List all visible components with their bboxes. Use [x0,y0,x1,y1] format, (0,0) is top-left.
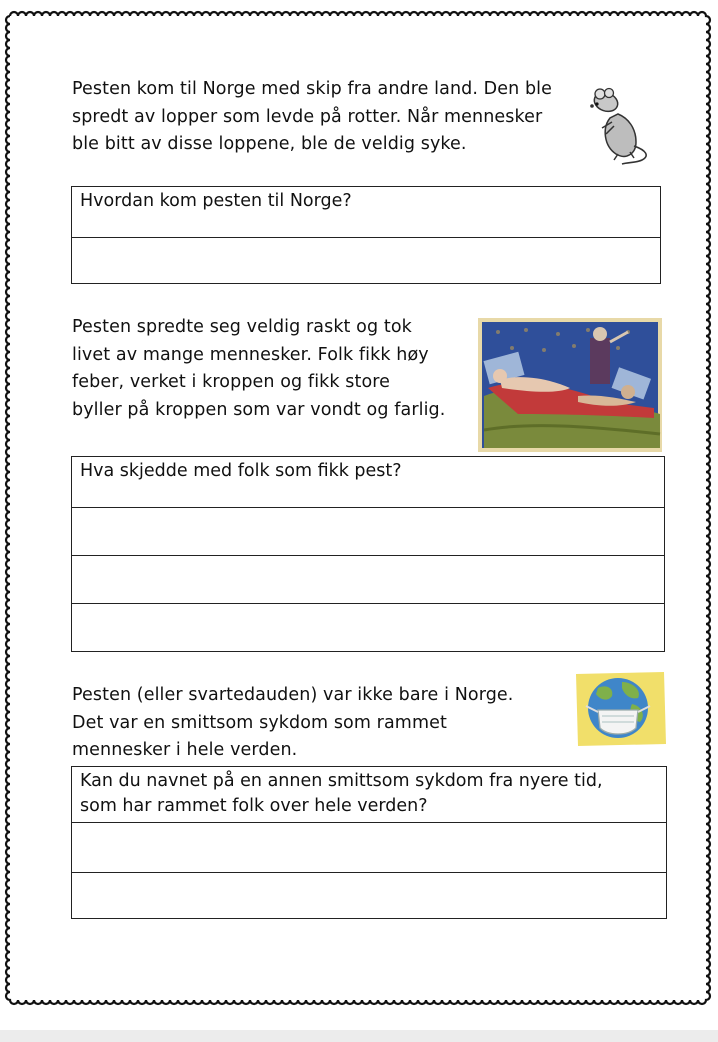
answer-line[interactable] [72,872,666,918]
answer-line[interactable] [72,555,664,603]
paragraph-line: livet av mange mennesker. Folk fikk høy [72,344,429,365]
question-row [72,767,666,822]
question-row [72,187,660,237]
intro-paragraph-2 [72,314,445,424]
medieval-plague-painting [478,318,662,452]
question-row [72,457,664,507]
answer-line[interactable] [72,507,664,555]
question-text: som har rammet folk over hele verden? [80,796,428,816]
question-text: Hva skjedde med folk som fikk pest? [80,461,402,481]
paragraph-line: spredt av lopper som levde på rotter. Når mennesker [72,106,543,127]
answer-line[interactable] [72,237,660,283]
answer-line[interactable] [72,603,664,651]
paragraph-line: Pesten (eller svartedauden) var ikke bare i Norge. [72,685,514,705]
intro-paragraph-3 [72,682,513,765]
intro-paragraph-1 [72,76,552,159]
paragraph-line: ble bitt av disse loppene, ble de veldig syke. [72,134,467,154]
page-bottom-edge [0,1030,718,1042]
paragraph-line: mennesker i hele verden. [72,740,298,760]
answer-line[interactable] [72,822,666,872]
question-text: Hvordan kom pesten til Norge? [80,191,352,211]
paragraph-line: byller på kroppen som var vondt og farlig. [72,399,446,420]
rat-illustration [588,84,654,166]
paragraph-line: Det var en smittsom sykdom som rammet [72,712,447,733]
paragraph-line: Pesten spredte seg veldig raskt og tok [72,317,412,337]
question-box-3 [71,766,667,919]
paragraph-line: Pesten kom til Norge med skip fra andre land. Den ble [72,79,553,99]
question-box-2 [71,456,665,652]
globe-with-face-mask [572,670,668,748]
question-text: Kan du navnet på en annen smittsom sykdom fra nyere tid, [80,771,603,791]
question-box-1 [71,186,661,284]
paragraph-line: feber, verket i kroppen og fikk store [72,372,391,392]
